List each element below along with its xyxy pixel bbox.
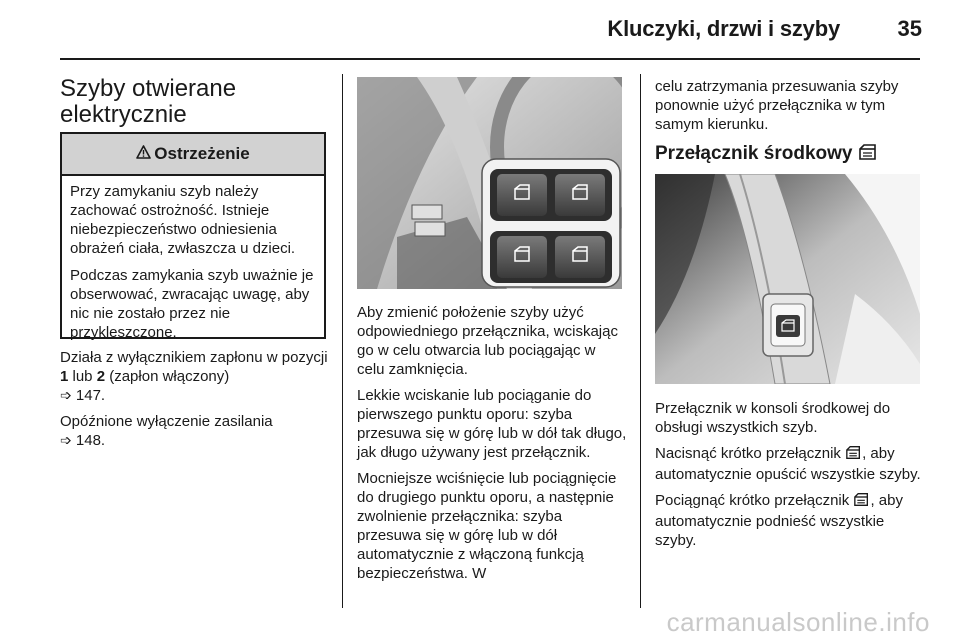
section-title-line1: Szyby otwierane [60,75,237,102]
body-paragraph: Mocniejsze wciśnięcie lub pociągnięcie do drugiego punktu oporu, a następnie zwolnienie przełącznika: szyba przesuwa się w górę lub w dół automatycznie z włączoną funkcją bezpieczeństwa. W [357,470,617,582]
body-paragraph: Pociągnąć krótko przełącznik , aby automatycznie podnieść wszystkie szyby. [655,492,903,549]
warning-label: Ostrzeżenie [154,144,250,163]
door-switch-photo [357,77,622,289]
column2-text [357,303,627,590]
watermark: carmanualsonline.info [666,607,930,637]
subsection-title: Przełącznik środkowy [655,143,923,167]
column-divider [640,74,641,608]
body-paragraph: Aby zmienić położenie szyby użyć odpowiedniego przełącznika, wciskając go w celu otwarcia lub pociągając w celu zamknięcia. [357,304,618,378]
body-paragraph: Nacisnąć krótko przełącznik , aby automatycznie opuścić wszystkie szyby. [655,445,921,483]
body-paragraph: Przełącznik w konsoli środkowej do obsługi wszystkich szyb. [655,400,891,436]
body-paragraph: celu zatrzymania przesuwania szyby ponownie użyć przełącznika w tym samym kierunku. [655,78,899,133]
column-divider [342,74,343,608]
window-switch-icon [858,143,878,167]
page-reference[interactable]: 148. [75,432,106,449]
warning-body [62,176,324,342]
power-off-paragraph: Opóźnione wyłączenie zasilania ➩ 148. [60,413,273,449]
warning-paragraph: Przy zamykaniu szyb należy zachować ostrożność. Istnieje niebezpieczeństwo odniesienia obrażeń ciała, zwłaszcza u dzieci. [70,183,296,257]
running-header-title: Kluczyki, drzwi i szyby [607,16,840,41]
window-switch-icon [853,492,870,512]
window-switch-icon [845,445,862,465]
section-title-line2: elektrycznie [60,101,187,128]
warning-header [62,134,324,176]
body-paragraph: Lekkie wciskanie lub pociąganie do pierwszego punktu oporu: szyba przesuwa się w górę lub w dół tak długo, jak długo używany jest przełącznik. [357,387,627,461]
column1-text [60,348,330,457]
section-title [60,76,330,128]
header-rule [60,58,920,60]
warning-paragraph: Podczas zamykania szyb uważnie je obserwować, zwracając uwagę, aby nic nie zostało przez nie przykleszczone. [70,267,314,341]
page-number: 35 [897,16,922,41]
center-console-photo [655,174,920,384]
cross-reference-arrow-icon: ➩ [60,432,72,448]
page-reference[interactable]: 147. [75,387,106,404]
column3-continuation [655,77,923,141]
warning-triangle-icon [136,144,151,164]
column3-text [655,399,923,557]
cross-reference-arrow-icon: ➩ [60,387,72,403]
warning-box [60,132,326,339]
ignition-paragraph: Działa z wyłącznikiem zapłonu w pozycji 1 lub 2 (zapłon włączony) ➩ 147. [60,349,328,404]
